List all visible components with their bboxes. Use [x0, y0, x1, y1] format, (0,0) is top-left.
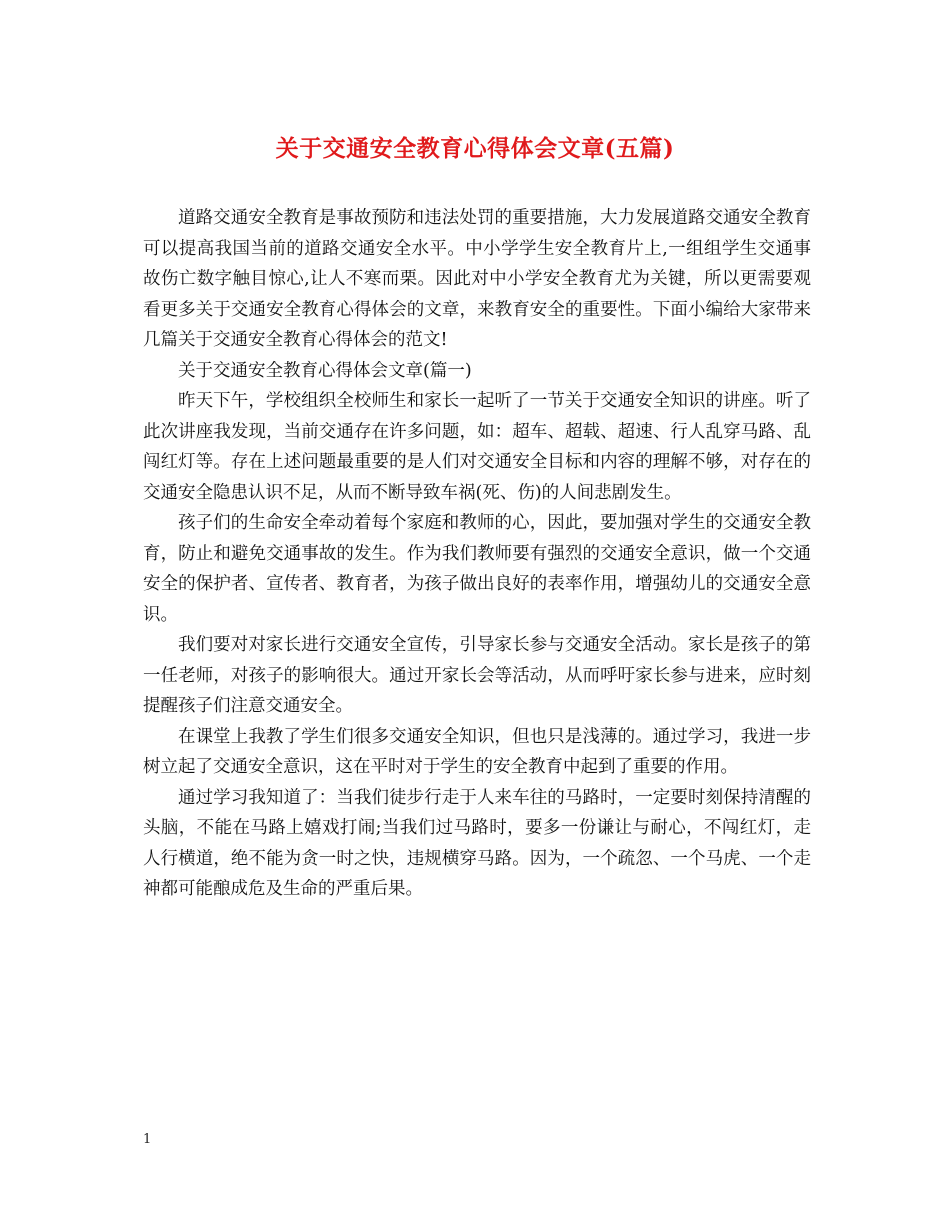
section-heading: 关于交通安全教育心得体会文章(篇一) [178, 360, 472, 381]
paragraph: 昨天下午，学校组织全校师生和家长一起听了一节关于交通安全知识的讲座。听了此次讲座我发现，当前交通存在许多问题，如：超车、超载、超速、行人乱穿马路、乱闯红灯等。存在上述问题最重要的是人们对交通安全目标和内容的理解不够，对存在的交通安全隐患认识不足，从而不断导致车祸(死、伤)的人间悲剧发生。 [143, 391, 811, 503]
paragraph: 通过学习我知道了：当我们徒步行走于人来车往的马路时，一定要时刻保持清醒的头脑，不能在马路上嬉戏打闹;当我们过马路时，要多一份谦让与耐心，不闯红灯，走人行横道，绝不能为贪一时之快，违规横穿马路。因为，一个疏忽、一个马虎、一个走神都可能酿成危及生命的严重后果。 [143, 787, 811, 899]
page-number: 1 [143, 1132, 152, 1147]
document-body [143, 203, 811, 905]
paragraph: 孩子们的生命安全牵动着每个家庭和教师的心，因此，要加强对学生的交通安全教育，防止和避免交通事故的发生。作为我们教师要有强烈的交通安全意识，做一个交通安全的保护者、宣传者、教育者，为孩子做出良好的表率作用，增强幼儿的交通安全意识。 [143, 513, 811, 625]
document-title: 关于交通安全教育心得体会文章(五篇) [275, 135, 675, 162]
paragraph-intro: 道路交通安全教育是事故预防和违法处罚的重要措施，大力发展道路交通安全教育可以提高我国当前的道路交通安全水平。中小学学生安全教育片上,一组组学生交通事故伤亡数字触目惊心,让人不寒而栗。因此对中小学安全教育尤为关键，所以更需要观看更多关于交通安全教育心得体会的文章，来教育安全的重要性。下面小编给大家带来几篇关于交通安全教育心得体会的范文! [143, 208, 811, 350]
paragraph: 我们要对对家长进行交通安全宣传，引导家长参与交通安全活动。家长是孩子的第一任老师，对孩子的影响很大。通过开家长会等活动，从而呼吁家长参与进来，应时刻提醒孩子们注意交通安全。 [143, 635, 811, 716]
paragraph: 在课堂上我教了学生们很多交通安全知识，但也只是浅薄的。通过学习，我进一步树立起了交通安全意识，这在平时对于学生的安全教育中起到了重要的作用。 [143, 726, 811, 777]
